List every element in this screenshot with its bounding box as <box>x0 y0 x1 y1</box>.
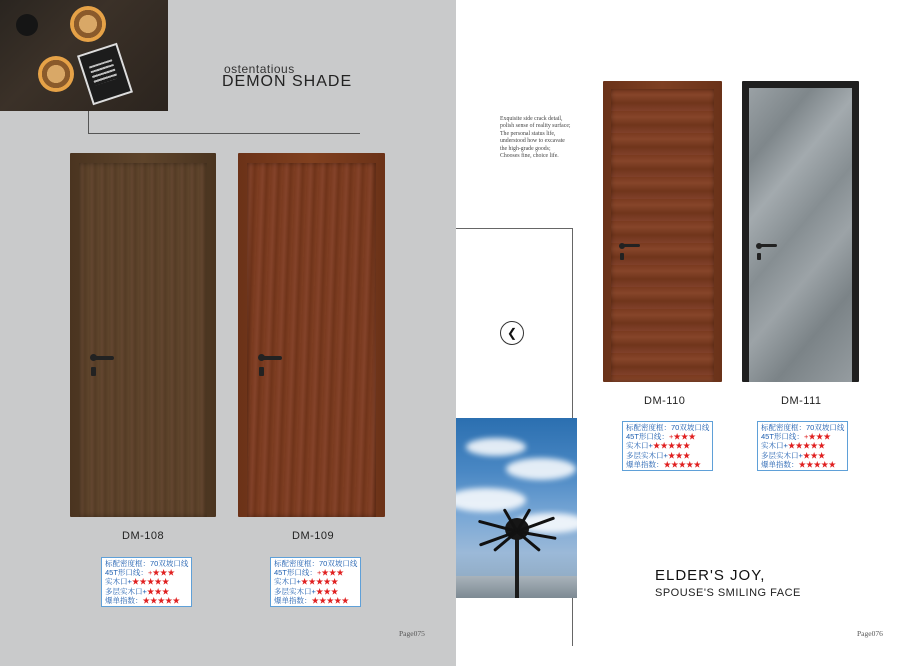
spec-box <box>757 421 848 471</box>
rating-stars: ★★★ <box>667 450 691 460</box>
rating-stars: ★★★★★ <box>131 577 170 587</box>
spec-label: 45T形口线： <box>274 568 317 578</box>
spec-label: 45T形口线： <box>626 432 669 442</box>
spec-box <box>622 421 713 471</box>
rating-stars: ★★★ <box>802 450 826 460</box>
rating-stars: ★★★★★ <box>787 441 826 451</box>
rating-stars: ★★★ <box>146 586 170 596</box>
page-number: Page076 <box>857 629 883 638</box>
spec-label: 实木口+ <box>274 577 301 587</box>
description-line: polish sense of reality surface; <box>500 123 571 130</box>
spec-label: 45T形口线： <box>761 432 804 442</box>
menu-card <box>77 43 133 105</box>
description-line: the high-grade goods; <box>500 145 551 152</box>
spec-box <box>270 557 361 607</box>
coffee-photo <box>0 0 168 111</box>
spec-label: 多层实木口+ <box>761 450 803 460</box>
door-dm-108 <box>70 153 216 517</box>
door-dm-110 <box>603 81 722 382</box>
spec-line: 标配密度框：70双坡口线 <box>105 559 189 568</box>
spec-label: 爆单指数： <box>761 459 799 469</box>
door-code: DM-110 <box>644 395 686 407</box>
spec-label: 多层实木口+ <box>274 586 316 596</box>
coffee-cup <box>70 6 106 42</box>
section-title: DEMON SHADE <box>222 73 353 90</box>
description-text <box>500 116 571 160</box>
spec-label: 多层实木口+ <box>105 586 147 596</box>
description-line: Chooses fine, choice life. <box>500 153 559 160</box>
spec-label: 爆单指数： <box>274 595 312 605</box>
chevron-left-icon: ❮ <box>506 326 518 340</box>
rating-stars: ★★★★★ <box>311 595 349 605</box>
glasses <box>16 14 38 36</box>
back-button[interactable] <box>500 321 524 345</box>
divider-line <box>88 133 360 134</box>
spec-label: 实木口+ <box>626 441 653 451</box>
rating-stars: +★★★ <box>316 568 344 578</box>
rating-stars: ★★★ <box>315 586 339 596</box>
description-line: Exquisite side crack detail, <box>500 116 563 122</box>
spec-line: 标配密度框：70双坡口线 <box>626 423 710 432</box>
divider-line <box>88 111 89 133</box>
section-subtitle: ostentatious <box>224 62 295 76</box>
spec-label: 爆单指数： <box>626 459 664 469</box>
coffee-cup <box>38 56 74 92</box>
rating-stars: +★★★ <box>803 432 831 442</box>
spec-label: 多层实木口+ <box>626 450 668 460</box>
rating-stars: ★★★★★ <box>663 459 701 469</box>
door-code: DM-111 <box>781 395 822 407</box>
slogan-subheading: SPOUSE'S SMILING FACE <box>655 587 801 599</box>
palm-tree-photo <box>456 418 577 598</box>
description-line: The personal status life, <box>500 130 556 137</box>
page-number: Page075 <box>399 629 425 638</box>
spec-label: 爆单指数： <box>105 595 143 605</box>
door-dm-109 <box>238 153 385 517</box>
door-dm-111 <box>742 81 859 382</box>
door-code: DM-109 <box>292 530 335 542</box>
spec-label: 实木口+ <box>105 577 132 587</box>
rating-stars: +★★★ <box>668 432 696 442</box>
rating-stars: ★★★★★ <box>652 441 691 451</box>
frame-line <box>456 228 573 229</box>
spec-label: 实木口+ <box>761 441 788 451</box>
rating-stars: ★★★★★ <box>142 595 180 605</box>
rating-stars: +★★★ <box>147 568 175 578</box>
description-line: understood how to excavate <box>500 138 565 145</box>
rating-stars: ★★★★★ <box>798 459 836 469</box>
door-code: DM-108 <box>122 530 165 542</box>
spec-line: 标配密度框：70双坡口线 <box>274 559 358 568</box>
rating-stars: ★★★★★ <box>300 577 339 587</box>
spec-line: 标配密度框：70双坡口线 <box>761 423 845 432</box>
slogan-heading: ELDER'S JOY, <box>655 567 766 584</box>
spec-box <box>101 557 192 607</box>
spec-label: 45T形口线： <box>105 568 148 578</box>
